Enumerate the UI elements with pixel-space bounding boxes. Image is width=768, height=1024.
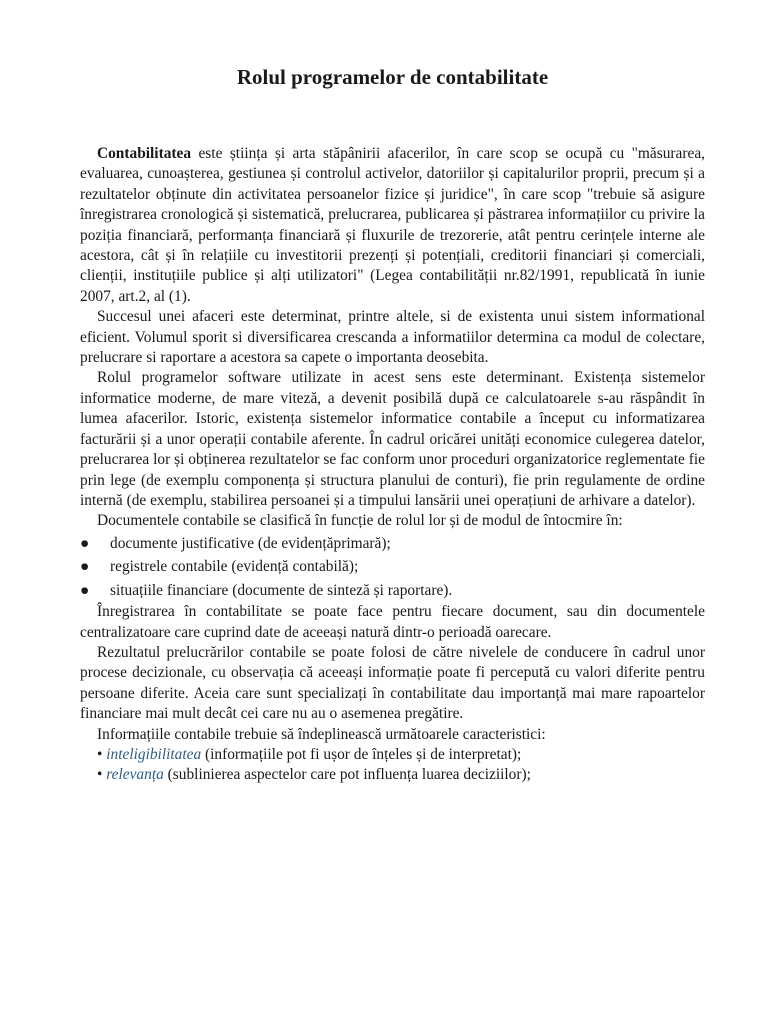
bullet-icon: • bbox=[97, 766, 107, 784]
paragraph-text: este știința și arta stăpânirii afacerilor, în care scop se ocupă cu "măsurarea, evaluarea, cunoașterea, gestiunea și controlul activelor, datoriilor și capitalurilor proprii, precum și a rezultatelor obținute din activitatea persoanelor fizice și juridice", în care scop "trebuie să asigure înregistrarea cronologică și sistematică, prelucrarea, publicarea și păstrarea informațiilor cu privire la poziția financiară, performanța financiară și fluxurile de trezorerie, atât pentru cerințele interne ale acestora, cât și în relațiile cu investitorii prezenți și potențiali, creditorii financiari și comerciali, clienții, instituțiile publice și alți utilizatori" (Legea contabilității nr.82/1991, republicată în iunie 2007, art.2, al (1). bbox=[80, 145, 705, 305]
document-title: Rolul programelor de contabilitate bbox=[236, 65, 549, 89]
list-item: ● registrele contabile (evidență contabilă); bbox=[80, 555, 705, 579]
paragraph-characteristics-intro: Informațiile contabile trebuie să îndeplinească următoarele caracteristici: bbox=[97, 725, 546, 743]
bullet-icon: ● bbox=[80, 558, 90, 576]
paragraph-document-classification: Documentele contabile se clasifică în funcție de rolul lor și de modul de întocmire în: bbox=[97, 512, 623, 530]
list-item: ● situațiile financiare (documente de sinteză și raportare). bbox=[80, 579, 705, 603]
term-contabilitatea: Contabilitatea bbox=[97, 145, 192, 162]
list-item: ● documente justificative (de evidențăprimară); bbox=[80, 532, 705, 556]
document-types-list bbox=[80, 532, 705, 603]
bullet-icon: ● bbox=[80, 581, 90, 599]
list-item: • inteligibilitatea (informațiile pot fi ușor de înțeles și de interpretat); bbox=[97, 746, 522, 764]
paragraph-processing-results: Rezultatul prelucrărilor contabile se poate folosi de către nivelele de conducere în cadrul unor procese decizionale, cu observația că aceeași informație poate fi percepută cu valori diferite pentru persoane diferite. Aceia care sunt specializați în contabilitate dau importanță mai mare rapoartelor financiare mai mult decât cei care nu au o asemenea pregătire. bbox=[80, 644, 705, 723]
paragraph-software-role: Rolul programelor software utilizate in acest sens este determinant. Existența sistemelor informatice moderne, de mare viteză, a devenit posibilă după ce calculatoarele s-au răspândit în lumea afacerilor. Istoric, existența sistemelor informatice contabile a început cu informatizarea facturării și a unor operații contabile aferente. În cadrul oricărei unități economice culegerea datelor, prelucrarea lor și obținerea rezultatelor se fac conform unor proceduri organizatorice reglementate fie prin lege (de exemplu componența și structura planului de conturi), fie prin regulamente de ordine internă (de exemplu, stabilirea persoanei și a timpului lansării unei operațiuni de arhivare a datelor). bbox=[80, 369, 705, 509]
paragraph-information-system: Succesul unei afaceri este determinat, printre altele, si de existenta unui sistem informational eficient. Volumul sporit si diversificarea crescanda a informatiilor determina ca modul de colectare, prelucrare si raportare a acestora sa capete o importanta deosebita. bbox=[80, 308, 705, 367]
list-item: • relevanța (sublinierea aspectelor care pot influența luarea deciziilor); bbox=[97, 766, 531, 784]
characteristics-list bbox=[80, 745, 705, 786]
paragraph-accounting-definition bbox=[80, 144, 705, 307]
term-relevanta: relevanța bbox=[106, 766, 164, 784]
paragraph-recording: Înregistrarea în contabilitate se poate face pentru fiecare document, sau din documentele centralizatoare care cuprind date de aceeași natură dintr-o perioadă oarecare. bbox=[80, 603, 705, 641]
document-page bbox=[80, 62, 705, 786]
term-inteligibilitatea: inteligibilitatea bbox=[106, 746, 202, 764]
bullet-icon: ● bbox=[80, 534, 90, 552]
bullet-icon: • bbox=[97, 746, 107, 764]
